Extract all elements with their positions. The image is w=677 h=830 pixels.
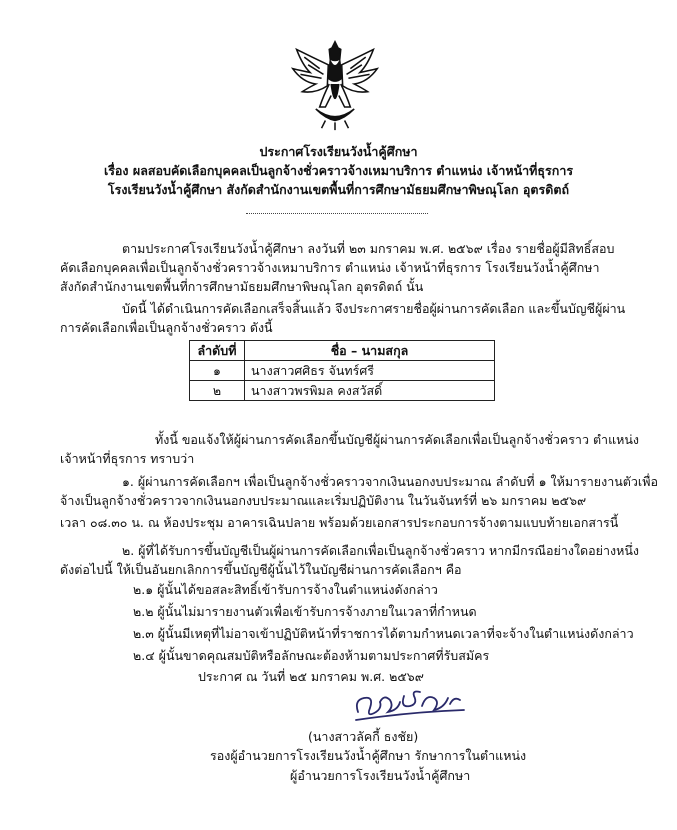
item2-sub-1: ๒.๑ ผู้นั้นได้ขอสละสิทธิ์เข้ารับการจ้างในตำแหน่งดังกล่าว — [133, 582, 438, 597]
intro-line-2: คัดเลือกบุคคลเพื่อเป็นลูกจ้างชั่วคราวจ้างเหมาบริการ ตำแหน่ง เจ้าหน้าที่ธุรการ โรงเรียนวังน้ำคู้ศึกษา — [60, 260, 600, 275]
intro-line-3: สังกัดสำนักงานเขตพื้นที่การศึกษามัธยมศึกษาพิษณุโลก อุตรดิตถ์ นั้น — [60, 279, 424, 294]
row-candidate-name: นางสาวศศิธร จันทร์ศรี — [245, 361, 495, 381]
table-row — [190, 361, 495, 381]
announcement-date: ประกาศ ณ วันที่ ๒๕ มกราคม พ.ศ. ๒๕๖๙ — [198, 669, 424, 684]
notice-line-2: เจ้าหน้าที่ธุรการ ทราบว่า — [60, 451, 195, 466]
announcement-title: ประกาศโรงเรียนวังน้ำคู้ศึกษา — [259, 144, 418, 159]
signer-position-line-1: รองผู้อำนวยการโรงเรียนวังน้ำคู้ศึกษา รักษาการในตำแหน่ง — [210, 748, 527, 763]
column-header-order: ลำดับที่ — [190, 341, 245, 361]
announce-line-1: บัดนี้ ได้ดำเนินการคัดเลือกเสร็จสิ้นแล้ว จึงประกาศรายชื่อผู้ผ่านการคัดเลือก และขึ้นบัญชีผู้ผ่าน — [122, 301, 626, 316]
passed-candidates-table — [189, 340, 495, 401]
garuda-emblem-icon — [286, 36, 384, 132]
item1-line-1: ๑. ผู้ผ่านการคัดเลือกฯ เพื่อเป็นลูกจ้างชั่วคราวจากเงินนอกงบประมาณ ลำดับที่ ๑ ให้มารายงานตัวเพื่อ — [122, 474, 658, 489]
item2-sub-4: ๒.๔ ผู้นั้นขาดคุณสมบัติหรือลักษณะต้องห้ามตามประกาศที่รับสมัคร — [133, 648, 490, 663]
notice-line-1: ทั้งนี้ ขอแจ้งให้ผู้ผ่านการคัดเลือกขึ้นบัญชีผู้ผ่านการคัดเลือกเพื่อเป็นลูกจ้างชั่วคราว ตำแหน่ง — [155, 432, 640, 447]
announcement-subject: เรื่อง ผลสอบคัดเลือกบุคคลเป็นลูกจ้างชั่วคราวจ้างเหมาบริการ ตำแหน่ง เจ้าหน้าที่ธุรการ — [103, 163, 574, 178]
table-row — [190, 381, 495, 401]
column-header-name: ชื่อ – นามสกุล — [245, 341, 495, 361]
item1-line-3: เวลา ๐๘.๓๐ น. ณ ห้องประชุม อาคารเฉินปลาย พร้อมด้วยเอกสารประกอบการจ้างตามแบบท้ายเอกสารนี้ — [60, 515, 619, 530]
item2-line-2: ดังต่อไปนี้ ให้เป็นอันยกเลิกการขึ้นบัญชีผู้นั้นไว้ในบัญชีผ่านการคัดเลือกฯ คือ — [60, 562, 462, 577]
announce-line-2: การคัดเลือกเพื่อเป็นลูกจ้างชั่วคราว ดังนี้ — [60, 320, 273, 335]
item2-line-1: ๒. ผู้ที่ได้รับการขึ้นบัญชีเป็นผู้ผ่านการคัดเลือกเพื่อเป็นลูกจ้างชั่วคราว หากมีกรณีอย่างใดอย่างหนึ่ง — [122, 543, 640, 558]
handwritten-signature — [350, 682, 468, 726]
row-order-number: ๑ — [190, 361, 245, 381]
row-order-number: ๒ — [190, 381, 245, 401]
row-candidate-name: นางสาวพรพิมล คงสวัสดิ์ — [245, 381, 495, 401]
item2-sub-3: ๒.๓ ผู้นั้นมีเหตุที่ไม่อาจเข้าปฏิบัติหน้าที่ราชการได้ตามกำหนดเวลาที่จะจ้างในตำแหน่งดังกล่าว — [133, 626, 634, 641]
school-affiliation: โรงเรียนวังน้ำคู้ศึกษา สังกัดสำนักงานเขตพื้นที่การศึกษามัธยมศึกษาพิษณุโลก อุตรดิตถ์ — [107, 182, 570, 197]
signer-position-line-2: ผู้อำนวยการโรงเรียนวังน้ำคู้ศึกษา — [290, 768, 471, 783]
intro-line-1: ตามประกาศโรงเรียนวังน้ำคู้ศึกษา ลงวันที่ ๒๓ มกราคม พ.ศ. ๒๕๖๙ เรื่อง รายชื่อผู้มีสิทธิ์สอบ — [122, 241, 615, 256]
signer-name: (นางสาวลัคกี้ ธงชัย) — [308, 729, 419, 744]
item2-sub-2: ๒.๒ ผู้นั้นไม่มารายงานตัวเพื่อเข้ารับการจ้างภายในเวลาที่กำหนด — [133, 604, 477, 619]
table-header-row — [190, 341, 495, 361]
header-divider — [246, 213, 428, 214]
item1-line-2: จ้างเป็นลูกจ้างชั่วคราวจากเงินนอกงบประมาณและเริ่มปฏิบัติงาน ในวันจันทร์ที่ ๒๖ มกราคม ๒๕๖๙ — [60, 493, 587, 508]
